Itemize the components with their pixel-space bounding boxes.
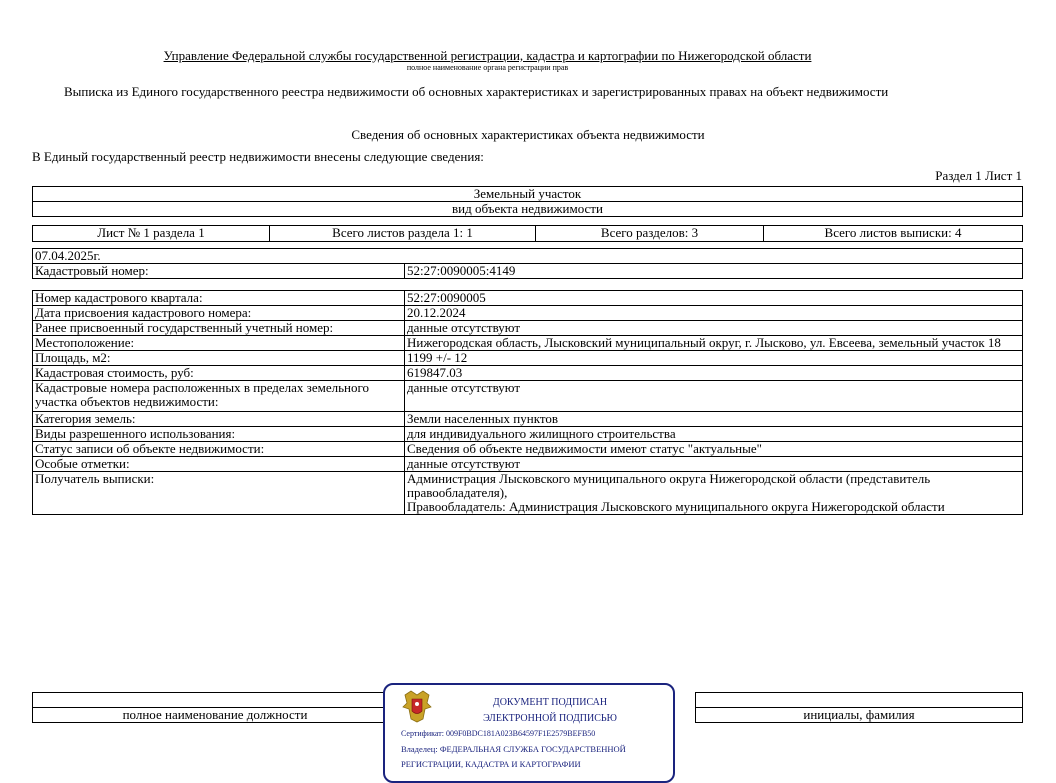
property-value: данные отсутствуют bbox=[405, 381, 1023, 412]
table-row bbox=[33, 351, 1023, 366]
total-section-sheets: Всего листов раздела 1: 1 bbox=[270, 226, 536, 242]
emblem-icon bbox=[401, 689, 433, 723]
total-extract-sheets: Всего листов выписки: 4 bbox=[764, 226, 1023, 242]
recipient-line-1: Администрация Лысковского муниципального округа Нижегородской области (представитель правообладателя), bbox=[407, 471, 931, 500]
initials-caption: инициалы, фамилия bbox=[696, 708, 1023, 723]
total-sections: Всего разделов: 3 bbox=[536, 226, 764, 242]
property-label: Площадь, м2: bbox=[33, 351, 405, 366]
property-value: Нижегородская область, Лысковский муниципальный округ, г. Лысково, ул. Евсеева, земельный участок 18 bbox=[405, 336, 1023, 351]
stamp-subtitle: ЭЛЕКТРОННОЙ ПОДПИСЬЮ bbox=[483, 713, 617, 724]
table-row bbox=[33, 366, 1023, 381]
table-row bbox=[33, 427, 1023, 442]
position-caption: полное наименование должности bbox=[33, 708, 398, 723]
property-value: для индивидуального жилищного строительства bbox=[405, 427, 1023, 442]
property-value: 52:27:0090005 bbox=[405, 291, 1023, 306]
section-sheet-label: Раздел 1 Лист 1 bbox=[935, 168, 1022, 183]
sheet-number: Лист № 1 раздела 1 bbox=[33, 226, 270, 242]
property-label: Виды разрешенного использования: bbox=[33, 427, 405, 442]
stamp-owner: Владелец: ФЕДЕРАЛЬНАЯ СЛУЖБА ГОСУДАРСТВЕННОЙ РЕГИСТРАЦИИ, КАДАСТРА И КАРТОГРАФИИ bbox=[401, 744, 626, 769]
cadastral-number-label: Кадастровый номер: bbox=[33, 264, 405, 279]
object-type-caption: вид объекта недвижимости bbox=[33, 202, 1023, 217]
table-row bbox=[33, 321, 1023, 336]
table-row bbox=[33, 381, 1023, 412]
extract-title: Выписка из Единого государственного реестра недвижимости об основных характеристиках и зарегистрированных правах на объект недвижимости bbox=[64, 84, 889, 99]
recipient-line-2: Правообладатель: Администрация Лысковского муниципального округа Нижегородской области bbox=[407, 499, 945, 514]
object-type-box bbox=[32, 186, 1023, 217]
property-label: Кадастровая стоимость, руб: bbox=[33, 366, 405, 381]
recipient-label: Получатель выписки: bbox=[33, 472, 405, 515]
property-label: Ранее присвоенный государственный учетный номер: bbox=[33, 321, 405, 336]
property-value: данные отсутствуют bbox=[405, 321, 1023, 336]
property-label: Категория земель: bbox=[33, 412, 405, 427]
date-cadastral-box bbox=[32, 248, 1023, 279]
intro-text: В Единый государственный реестр недвижимости внесены следующие сведения: bbox=[32, 149, 484, 164]
property-value: Сведения об объекте недвижимости имеют статус "актуальные" bbox=[405, 442, 1023, 457]
property-label: Статус записи об объекте недвижимости: bbox=[33, 442, 405, 457]
extract-date: 07.04.2025г. bbox=[33, 249, 1023, 264]
object-type: Земельный участок bbox=[33, 187, 1023, 202]
table-row bbox=[33, 336, 1023, 351]
electronic-signature-stamp bbox=[383, 683, 675, 783]
table-row bbox=[33, 412, 1023, 427]
section-heading: Сведения об основных характеристиках объекта недвижимости bbox=[351, 127, 705, 142]
property-value: 1199 +/- 12 bbox=[405, 351, 1023, 366]
sheets-info-row bbox=[32, 225, 1023, 242]
table-row bbox=[33, 472, 1023, 515]
recipient-value bbox=[405, 472, 1023, 515]
table-row bbox=[33, 291, 1023, 306]
agency-name: Управление Федеральной службы государственной регистрации, кадастра и картографии по Нижегородской области bbox=[163, 48, 812, 63]
table-row bbox=[33, 442, 1023, 457]
agency-caption: полное наименование органа регистрации прав bbox=[406, 63, 569, 72]
table-row bbox=[33, 457, 1023, 472]
cadastral-number-value: 52:27:0090005:4149 bbox=[405, 264, 1023, 279]
property-value: Земли населенных пунктов bbox=[405, 412, 1023, 427]
stamp-title: ДОКУМЕНТ ПОДПИСАН bbox=[492, 697, 608, 708]
property-value: 20.12.2024 bbox=[405, 306, 1023, 321]
property-value: данные отсутствуют bbox=[405, 457, 1023, 472]
property-value: 619847.03 bbox=[405, 366, 1023, 381]
property-label: Дата присвоения кадастрового номера: bbox=[33, 306, 405, 321]
property-label: Номер кадастрового квартала: bbox=[33, 291, 405, 306]
properties-table bbox=[32, 290, 1023, 515]
property-label: Кадастровые номера расположенных в пределах земельного участка объектов недвижимости: bbox=[33, 381, 405, 412]
property-label: Местоположение: bbox=[33, 336, 405, 351]
table-row bbox=[33, 306, 1023, 321]
property-label: Особые отметки: bbox=[33, 457, 405, 472]
stamp-certificate: Сертификат: 009F0BDC181A023B64597F1E2579BEFB50 bbox=[401, 729, 596, 738]
